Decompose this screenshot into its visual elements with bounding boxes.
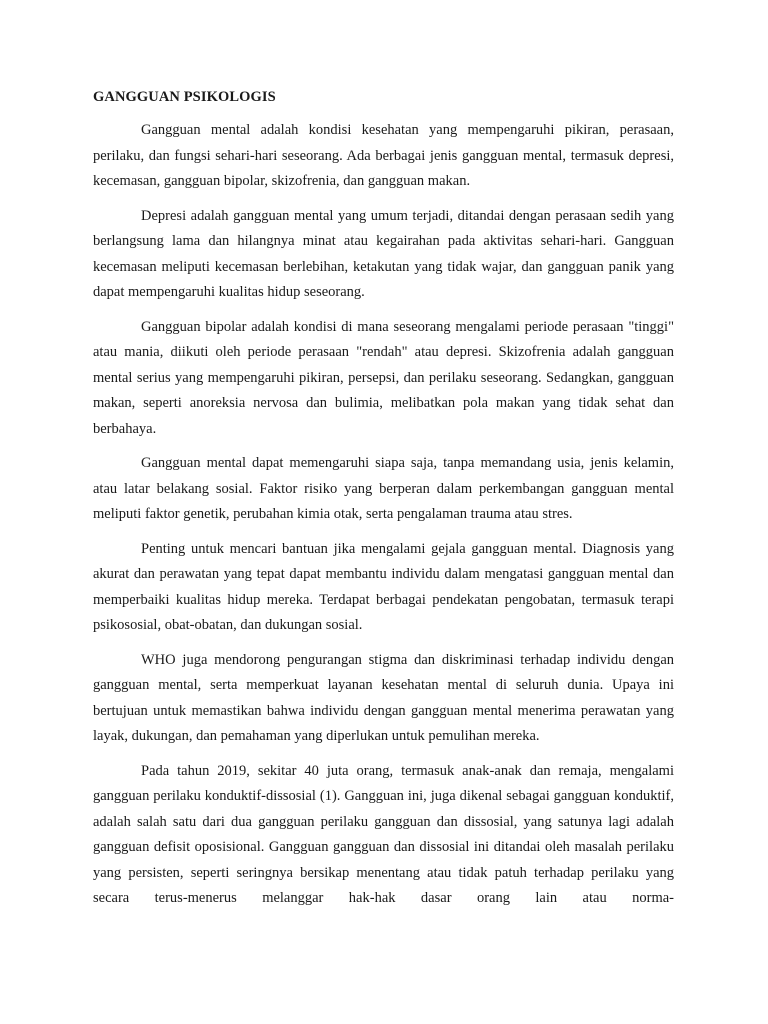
paragraph-treatment: Penting untuk mencari bantuan jika mengalami gejala gangguan mental. Diagnosis yang akurat dan perawatan yang tepat dapat membantu individu dalam mengatasi gangguan mental dan memperbaiki kualitas hidup mereka. Terdapat berbagai pendekatan pengobatan, termasuk terapi psikososial, obat-obatan, dan dukungan sosial. [93, 540, 674, 633]
paragraph-intro: Gangguan mental adalah kondisi kesehatan yang mempengaruhi pikiran, perasaan, perilaku, dan fungsi sehari-hari seseorang. Ada berbagai jenis gangguan mental, termasuk depresi, kecemasan, gangguan bipolar, skizofrenia, dan gangguan makan. [93, 122, 674, 189]
paragraph-depression: Depresi adalah gangguan mental yang umum terjadi, ditandai dengan perasaan sedih yang berlangsung lama dan hilangnya minat atau kegairahan pada aktivitas sehari-hari. Gangguan kecemasan meliputi kecemasan berlebihan, ketakutan yang tidak wajar, dan gangguan panik yang dapat mempengaruhi kualitas hidup seseorang. [93, 207, 674, 300]
paragraph-conduct-disorder: Pada tahun 2019, sekitar 40 juta orang, termasuk anak-anak dan remaja, mengalami gangguan perilaku konduktif-dissosial (1). Gangguan ini, juga dikenal sebagai gangguan konduktif, adalah salah satu dari dua gangguan perilaku gangguan dan dissosial, yang satunya lagi adalah gangguan defisit oposisional. Gangguan gangguan dan dissosial ini ditandai oleh masalah perilaku yang persisten, seperti seringnya bersikap menentang atau tidak patuh terhadap perilaku yang secara terus-menerus melanggar hak-hak dasar orang lain atau norma- [93, 762, 674, 906]
paragraph-who: WHO juga mendorong pengurangan stigma dan diskriminasi terhadap individu dengan gangguan mental, serta memperkuat layanan kesehatan mental di seluruh dunia. Upaya ini bertujuan untuk memastikan bahwa individu dengan gangguan mental menerima perawatan yang layak, dukungan, dan pemahaman yang diperlukan untuk pemulihan mereka. [93, 651, 674, 744]
paragraph-bipolar: Gangguan bipolar adalah kondisi di mana seseorang mengalami periode perasaan "tinggi" atau mania, diikuti oleh periode perasaan "rendah" atau depresi. Skizofrenia adalah gangguan mental serius yang mempengaruhi pikiran, persepsi, dan perilaku seseorang. Sedangkan, gangguan makan, seperti anoreksia nervosa dan bulimia, melibatkan pola makan yang tidak sehat dan berbahaya. [93, 318, 674, 437]
document-page [93, 86, 674, 921]
paragraph-risk-factors: Gangguan mental dapat memengaruhi siapa saja, tanpa memandang usia, jenis kelamin, atau latar belakang sosial. Faktor risiko yang berperan dalam perkembangan gangguan mental meliputi faktor genetik, perubahan kimia otak, serta pengalaman trauma atau stres. [93, 455, 674, 522]
document-title: GANGGUAN PSIKOLOGIS [93, 89, 276, 105]
